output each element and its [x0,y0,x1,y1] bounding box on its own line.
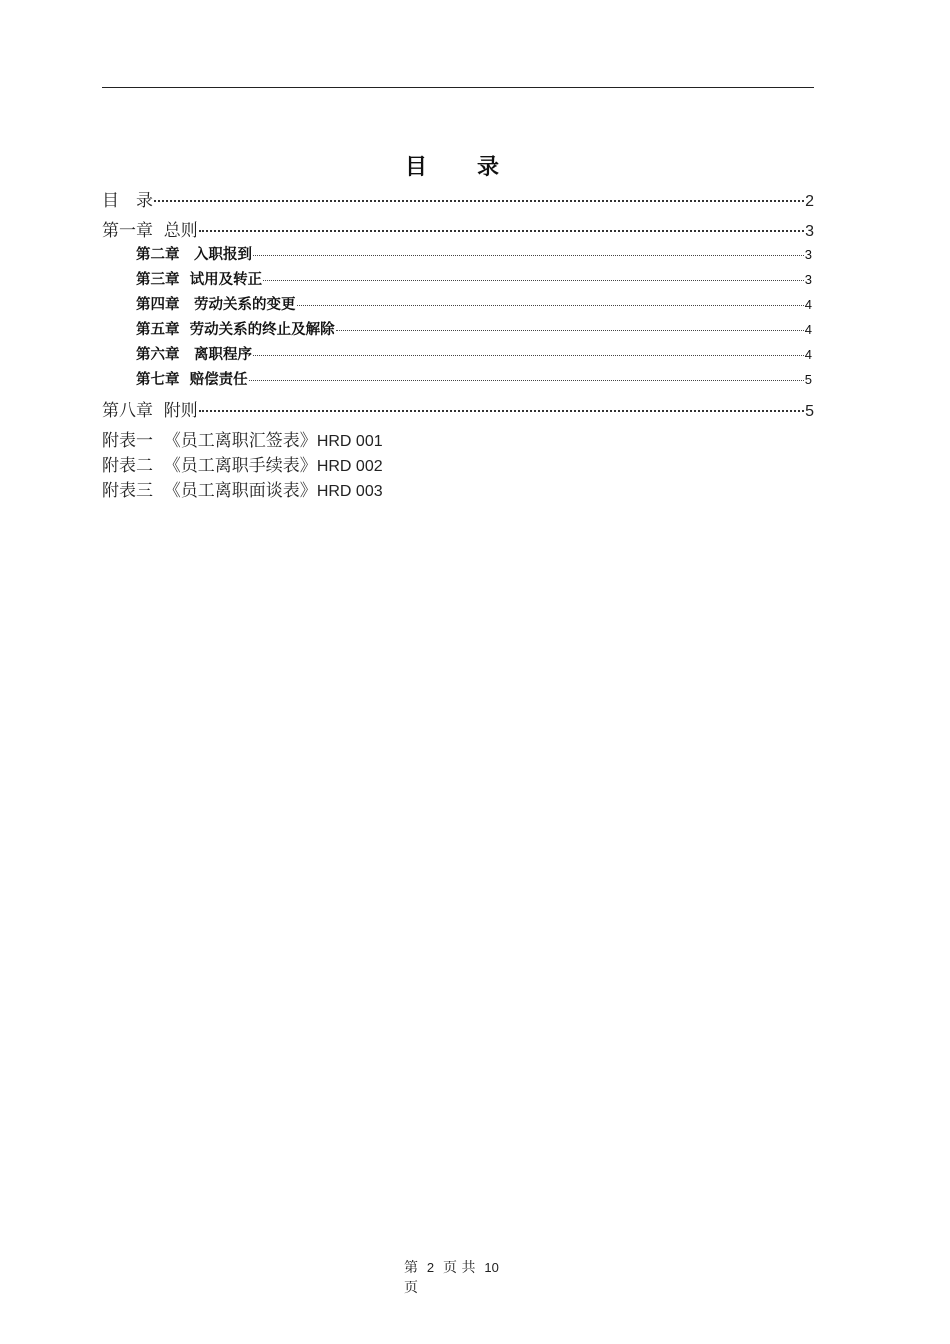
toc-entry[interactable] [102,216,814,241]
toc-page-number: 3 [804,272,812,287]
toc-entry-label: 第三章 试用及转正 [136,272,263,288]
footer-suffix: 页 [404,1280,418,1296]
toc-page-number: 3 [805,223,814,240]
page-title: 目 录 [404,154,513,180]
toc-entry[interactable] [136,368,812,389]
footer-prefix: 第 [404,1260,418,1276]
toc-leader [154,200,804,202]
toc-entry[interactable] [136,343,812,364]
toc-leader [297,305,804,306]
toc-entry-label: 第六章 离职程序 [136,347,252,363]
toc-entry[interactable] [102,396,814,421]
toc-page-number: 3 [804,247,812,262]
toc-page-number: 4 [804,322,812,337]
header-rule [102,87,814,88]
attachment-item [102,476,383,501]
toc-entry[interactable] [102,186,814,211]
toc-leader [263,280,804,281]
toc-entry-label: 目 录 [102,191,153,211]
toc-leader [253,255,804,256]
footer-total-pages: 10 [484,1260,499,1275]
attachment-code: HRD 001 [316,433,383,450]
toc-page-number: 5 [804,372,812,387]
toc-page-number: 5 [805,403,814,420]
toc-leader [199,230,804,232]
toc-leader [336,330,804,331]
toc-entry-label: 第五章 劳动关系的终止及解除 [136,322,335,338]
toc-page-number: 4 [804,347,812,362]
toc-leader [199,410,804,412]
toc-entry[interactable] [136,293,812,314]
attachment-item [102,451,383,476]
toc-leader [249,380,804,381]
toc-leader [253,355,804,356]
attachment-item [102,426,383,451]
toc-page-number: 4 [804,297,812,312]
toc-entry[interactable] [136,318,812,339]
toc-entry[interactable] [136,243,812,264]
attachment-label: 附表一 《员工离职汇签表》 [102,431,317,451]
attachment-label: 附表二 《员工离职手续表》 [102,456,317,476]
toc-entry-label: 第二章 入职报到 [136,247,252,263]
attachment-label: 附表三 《员工离职面谈表》 [102,481,317,501]
toc-entry-label: 第四章 劳动关系的变更 [136,297,296,313]
attachment-code: HRD 002 [316,458,383,475]
toc-entry[interactable] [136,268,812,289]
page-footer [404,1258,499,1298]
attachment-code: HRD 003 [316,483,383,500]
footer-middle: 页 共 [443,1260,476,1276]
toc-entry-label: 第七章 赔偿责任 [136,372,248,388]
toc-page-number: 2 [805,193,814,210]
toc-entry-label: 第八章 附则 [102,401,198,421]
footer-current-page: 2 [426,1260,435,1275]
toc-entry-label: 第一章 总则 [102,221,198,241]
